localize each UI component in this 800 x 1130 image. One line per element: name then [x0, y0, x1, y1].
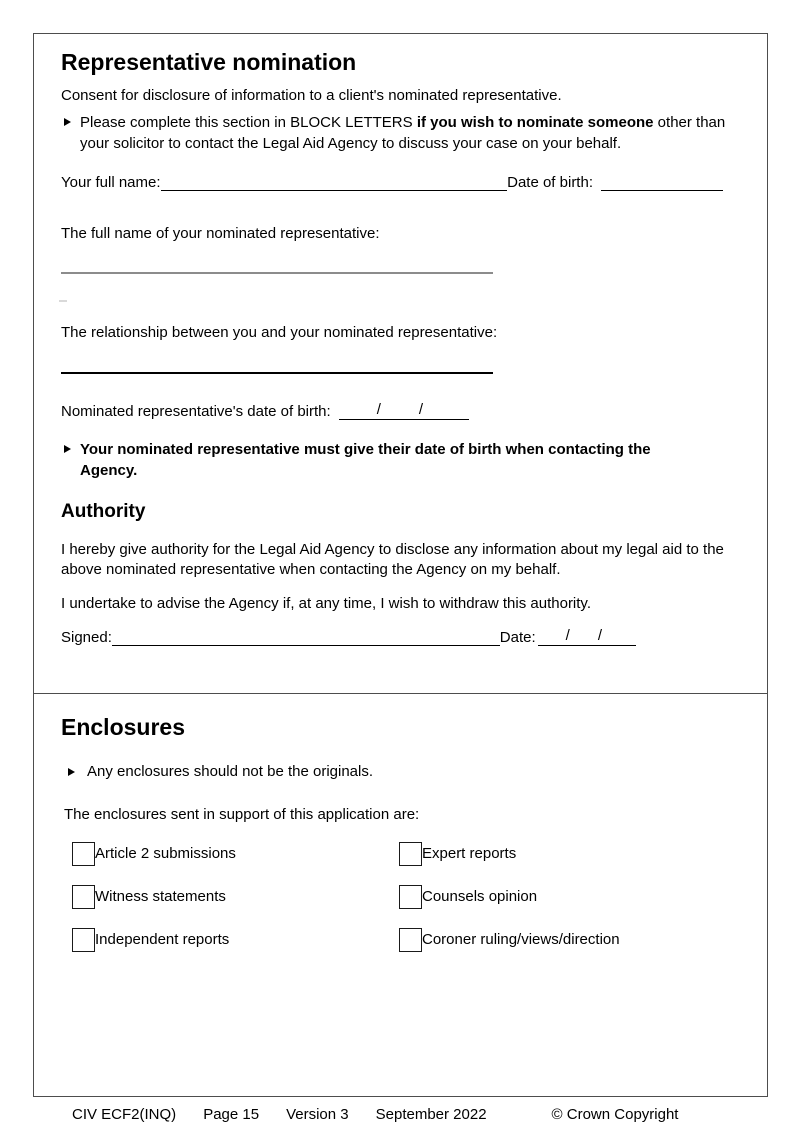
full-name-field-line[interactable]	[161, 173, 508, 193]
nominee-name-field-line[interactable]	[61, 272, 493, 274]
authority-para-1: I hereby give authority for the Legal Aid Agency to disclose any information about my legal aid to the above nominated representative when contacting the Agency on my behalf.	[61, 541, 724, 578]
checkbox-label: Article 2 submissions	[95, 845, 236, 862]
footer-date: September 2022	[375, 1106, 487, 1123]
bullet-text-pre: Please complete this section in BLOCK LETTERS	[80, 114, 417, 131]
block-letters-bullet	[64, 112, 736, 154]
checkbox-label: Coroner ruling/views/direction	[422, 931, 620, 948]
checkbox-expert-reports[interactable]	[399, 842, 422, 866]
dob-field-line[interactable]	[601, 173, 723, 193]
date-separator: /	[376, 401, 381, 418]
bullet-text-post: other than your solicitor to contact the Legal Aid Agency to discuss your case on your behalf.	[80, 114, 726, 152]
date-label: Date:	[499, 629, 536, 646]
checkbox-independent-reports[interactable]	[72, 928, 95, 952]
dob-day-segment[interactable]	[339, 402, 375, 422]
footer-page-number: Page 15	[203, 1106, 260, 1123]
enclosure-row-1	[34, 842, 767, 868]
enclosure-item	[72, 842, 236, 866]
section-title-enclosures: Enclosures	[61, 714, 185, 740]
checkbox-label: Expert reports	[422, 845, 517, 862]
footer-form-id: CIV ECF2(INQ)	[72, 1106, 177, 1123]
full-name-row	[61, 173, 723, 193]
date-year-segment[interactable]	[604, 628, 636, 648]
checkbox-counsels-opinion[interactable]	[399, 885, 422, 909]
checkbox-label: Counsels opinion	[422, 888, 538, 905]
date-month-segment[interactable]	[572, 628, 596, 648]
enclosure-item	[399, 842, 516, 866]
footer-copyright: © Crown Copyright	[551, 1106, 679, 1123]
stray-mark	[59, 300, 67, 302]
date-separator: /	[565, 627, 570, 644]
nominee-dob-note-bullet	[64, 439, 709, 481]
checkbox-label: Independent reports	[95, 931, 230, 948]
consent-intro-text: Consent for disclosure of information to a client's nominated representative.	[61, 87, 562, 104]
checkbox-article-2-submissions[interactable]	[72, 842, 95, 866]
authority-para-2: I undertake to advise the Agency if, at any time, I wish to withdraw this authority.	[61, 595, 591, 612]
bullet-text-bold: if you wish to nominate someone	[416, 114, 654, 131]
full-name-label: Your full name:	[61, 174, 161, 191]
signed-label: Signed:	[61, 629, 112, 646]
date-day-segment[interactable]	[538, 628, 564, 648]
form-border-box	[33, 33, 768, 1097]
dob-year-segment[interactable]	[425, 402, 469, 422]
relationship-field-line[interactable]	[61, 372, 493, 374]
checkbox-witness-statements[interactable]	[72, 885, 95, 909]
signed-date-field[interactable]	[538, 628, 636, 648]
enclosure-row-3	[34, 928, 767, 954]
enclosures-bullet-text: Any enclosures should not be the originals.	[87, 763, 374, 780]
nominee-dob-field[interactable]	[339, 402, 469, 422]
section-title-authority: Authority	[61, 501, 146, 522]
block-letters-text	[80, 112, 736, 154]
enclosure-item	[399, 928, 620, 952]
date-separator: /	[418, 401, 424, 418]
bullet-arrow-icon	[64, 118, 71, 126]
checkbox-coroner-ruling[interactable]	[399, 928, 422, 952]
enclosure-item	[72, 885, 226, 909]
nominee-name-label: The full name of your nominated representative:	[61, 225, 380, 242]
section-title-representative-nomination: Representative nomination	[61, 49, 357, 75]
nominee-dob-note-text: Your nominated representative must give their date of birth when contacting the Agency.	[80, 441, 651, 479]
page-footer	[72, 1106, 678, 1123]
signed-row	[61, 628, 636, 648]
relationship-label: The relationship between you and your nominated representative:	[61, 324, 498, 341]
bullet-arrow-icon	[64, 445, 71, 453]
footer-version: Version 3	[286, 1106, 349, 1123]
enclosure-item	[72, 928, 229, 952]
dob-month-segment[interactable]	[383, 402, 417, 422]
enclosure-item	[399, 885, 537, 909]
nominee-dob-row	[61, 402, 469, 422]
nominee-dob-label: Nominated representative's date of birth:	[61, 403, 331, 420]
dob-label: Date of birth:	[507, 174, 593, 191]
date-separator: /	[597, 627, 602, 644]
section-divider	[34, 693, 767, 694]
enclosure-row-2	[34, 885, 767, 911]
checkbox-label: Witness statements	[95, 888, 226, 905]
signature-field-line[interactable]	[112, 628, 500, 648]
enclosures-intro: The enclosures sent in support of this application are:	[64, 806, 420, 823]
bullet-arrow-icon	[68, 768, 75, 776]
enclosures-bullet	[68, 762, 708, 782]
